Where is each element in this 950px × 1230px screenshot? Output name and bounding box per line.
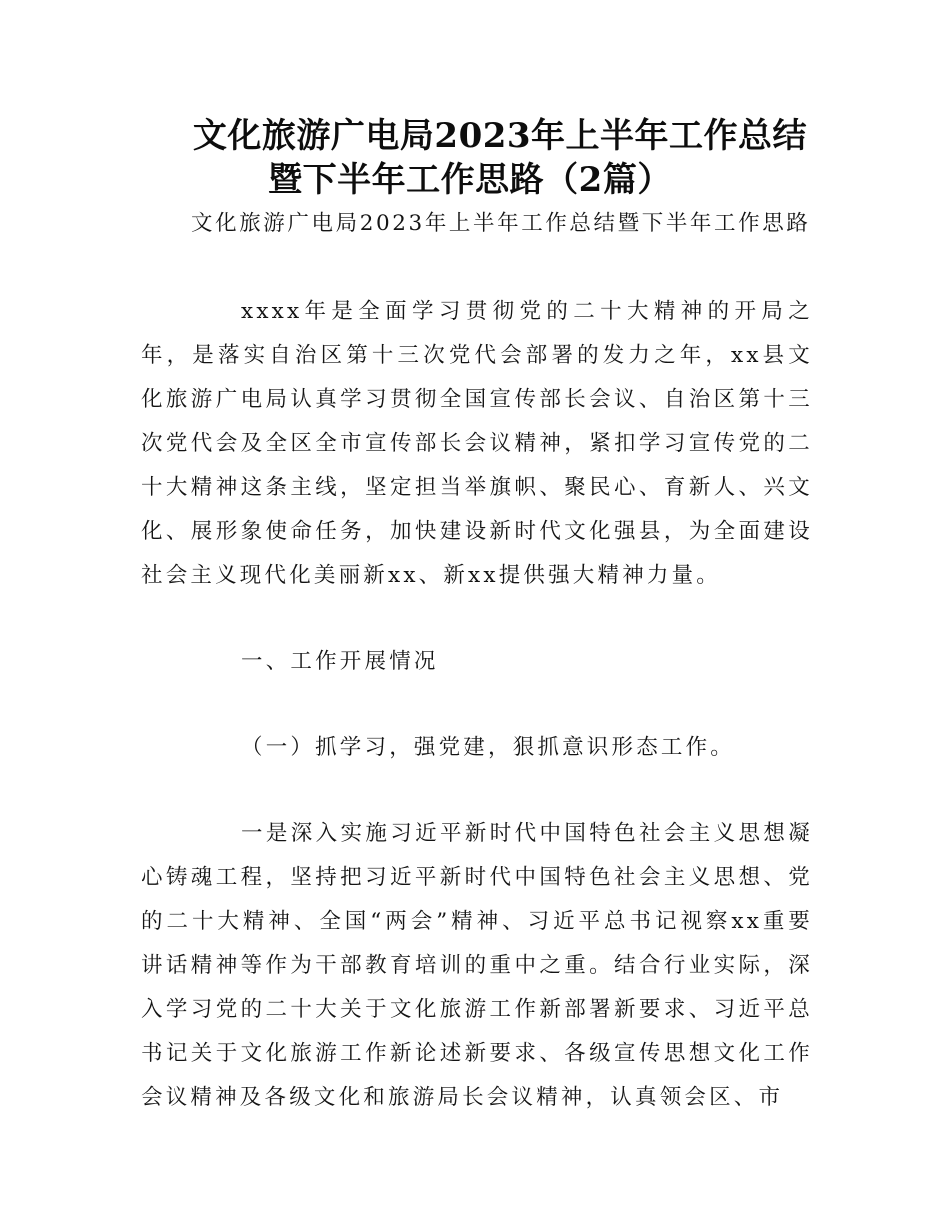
section-heading: 一、工作开展情况 — [241, 649, 439, 674]
intro-paragraph: xxxx年是全面学习贯彻党的二十大精神的开局之年，是落实自治区第十三次党代会部署的发力之年，xx县文化旅游广电局认真学习贯彻全国宣传部长会议、自治区第十三次党代会及全区全市宣传部长会议精神，紧扣学习宣传党的二十大精神这条主线，坚定担当举旗帜、聚民心、育新人、兴文化、展形象使命任务，加快建设新时代文化强县，为全面建设社会主义现代化美丽新xx、新xx提供强大精神力量。 — [141, 299, 813, 588]
document-subtitle: 文化旅游广电局2023年上半年工作总结暨下半年工作思路 — [191, 211, 811, 236]
subsection-heading: （一）抓学习，强党建，狠抓意识形态工作。 — [241, 735, 736, 760]
body-paragraph: 一是深入实施习近平新时代中国特色社会主义思想凝心铸魂工程，坚持把习近平新时代中国特色社会主义思想、党的二十大精神、全国“两会”精神、习近平总书记视察xx重要讲话精神等作为干部教育培训的重中之重。结合行业实际，深入学习党的二十大关于文化旅游工作新部署新要求、习近平总书记关于文化旅游工作新论述新要求、各级宣传思想文化工作会议精神及各级文化和旅游局长会议精神，认真领会区、市 — [141, 821, 813, 1110]
document-title-line-2: 暨下半年工作思路（2篇） — [268, 160, 672, 200]
document-title-line-1: 文化旅游广电局2023年上半年工作总结 — [192, 116, 808, 156]
